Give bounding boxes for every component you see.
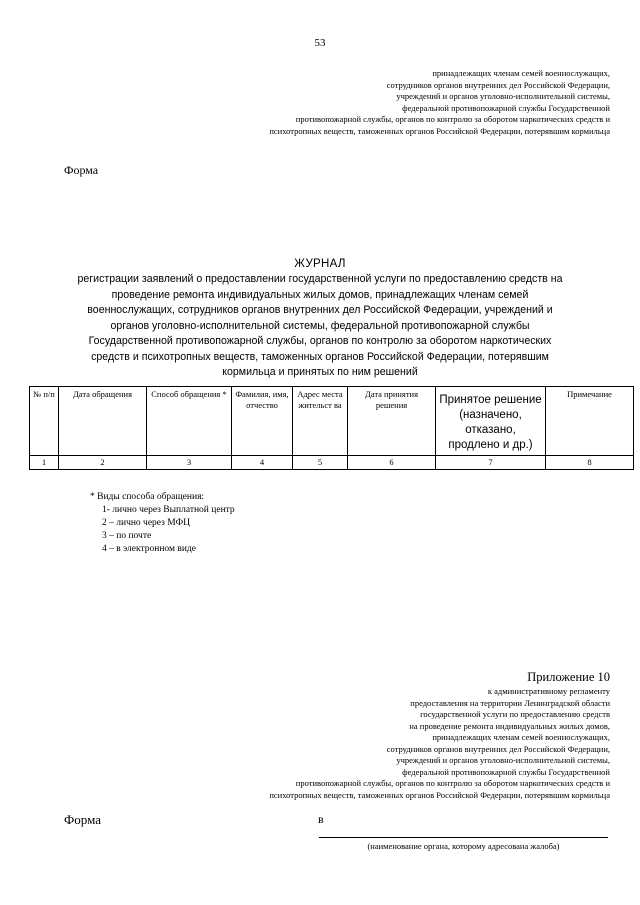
table-header-cell: Дата обращения bbox=[59, 387, 147, 456]
header-line: противопожарной службы, органов по контролю за оборотом наркотических средств и bbox=[295, 114, 610, 124]
addressee-caption: (наименование органа, которому адресована жалоба) bbox=[367, 841, 560, 851]
journal-subtitle-line: кормильца и принятых по ним решений bbox=[222, 366, 418, 378]
journal-table bbox=[29, 386, 634, 470]
appendix-line: государственной услуги по предоставлению средств bbox=[420, 709, 610, 719]
table-cell: 4 bbox=[232, 456, 293, 470]
table-cell: 2 bbox=[59, 456, 147, 470]
forma-label: Форма bbox=[64, 163, 99, 177]
journal-subtitle-line: Государственной противопожарной службы, органов по контролю за оборотом наркотических bbox=[88, 335, 552, 347]
notes-title: * Виды способа обращения: bbox=[90, 492, 205, 502]
table-cell: 6 bbox=[348, 456, 436, 470]
notes-block bbox=[90, 491, 235, 556]
list-item: 1- лично через Выплатной центр bbox=[102, 505, 235, 515]
table-cell: 5 bbox=[293, 456, 348, 470]
list-item: 2 – лично через МФЦ bbox=[102, 518, 190, 528]
header-line: учреждений и органов уголовно-исполнительной системы, bbox=[396, 91, 610, 101]
journal-title: ЖУРНАЛ bbox=[294, 258, 346, 270]
table-row bbox=[30, 456, 634, 470]
table-header-cell: Фамилия, имя, отчество bbox=[232, 387, 293, 456]
table-header-cell: Адрес места жительст ва bbox=[293, 387, 348, 456]
journal-subtitle-line: военнослужащих, сотрудников органов внутренних дел Российской Федерации, учреждений и bbox=[87, 304, 553, 316]
appendix-line: к административному регламенту bbox=[487, 686, 610, 696]
addressee-line bbox=[319, 837, 608, 838]
table-header-cell: Примечание bbox=[546, 387, 634, 456]
appendix-line: принадлежащих членам семей военнослужащих, bbox=[432, 732, 610, 742]
header-line: федеральной противопожарной службы Государственной bbox=[402, 102, 610, 113]
header-line: сотрудников органов внутренних дел Российской Федерации, bbox=[386, 79, 610, 90]
journal-subtitle-line: органов уголовно-исполнительной системы, федеральной противопожарной службы bbox=[110, 319, 530, 332]
table-header-cell: Способ обращения * bbox=[147, 387, 232, 456]
header-line: психотропных веществ, таможенных органов Российской Федерации, потерявшим кормильца bbox=[269, 125, 610, 136]
appendix-line: учреждений и органов уголовно-исполнительной системы, bbox=[396, 755, 610, 765]
table-cell: 3 bbox=[147, 456, 232, 470]
journal-subtitle-line: средств и психотропных веществ, таможенных органов Российской Федерации, потерявшим bbox=[91, 350, 549, 363]
appendix-line: на проведение ремонта индивидуальных жилых домов, bbox=[409, 720, 610, 731]
table-header-cell: № п/п bbox=[30, 387, 59, 456]
list-item: 4 – в электронном виде bbox=[102, 544, 196, 554]
appendix-lines bbox=[170, 686, 610, 801]
table-header-cell: Дата принятия решения bbox=[348, 387, 436, 456]
appendix-line: психотропных веществ, таможенных органов Российской Федерации, потерявшим кормильца bbox=[269, 789, 610, 800]
page-number: 53 bbox=[314, 37, 326, 49]
appendix-title: Приложение 10 bbox=[527, 670, 610, 684]
appendix-line: противопожарной службы, органов по контролю за оборотом наркотических средств и bbox=[295, 778, 610, 788]
journal-subtitle-line: проведение ремонта индивидуальных жилых домов, принадлежащих членам семей bbox=[111, 288, 529, 301]
table-header-cell: Принятое решение (назначено, отказано, продлено и др.) bbox=[436, 387, 546, 456]
table-cell: 1 bbox=[30, 456, 59, 470]
header-block bbox=[190, 68, 610, 137]
table-cell: 8 bbox=[546, 456, 634, 470]
table-header-row bbox=[30, 387, 634, 456]
appendix-line: сотрудников органов внутренних дел Российской Федерации, bbox=[386, 743, 610, 754]
journal-subtitle-line: регистрации заявлений о предоставлении государственной услуги по предоставлению средств на bbox=[77, 273, 563, 285]
addressee-prefix: в bbox=[318, 812, 324, 826]
appendix-line: федеральной противопожарной службы Государственной bbox=[402, 766, 610, 777]
table-cell: 7 bbox=[436, 456, 546, 470]
forma-label-bottom: Форма bbox=[64, 812, 101, 827]
list-item: 3 – по почте bbox=[102, 531, 152, 541]
journal-subtitle bbox=[40, 272, 600, 381]
appendix-line: предоставления на территории Ленинградской области bbox=[410, 697, 610, 708]
header-line: принадлежащих членам семей военнослужащих, bbox=[432, 68, 610, 78]
